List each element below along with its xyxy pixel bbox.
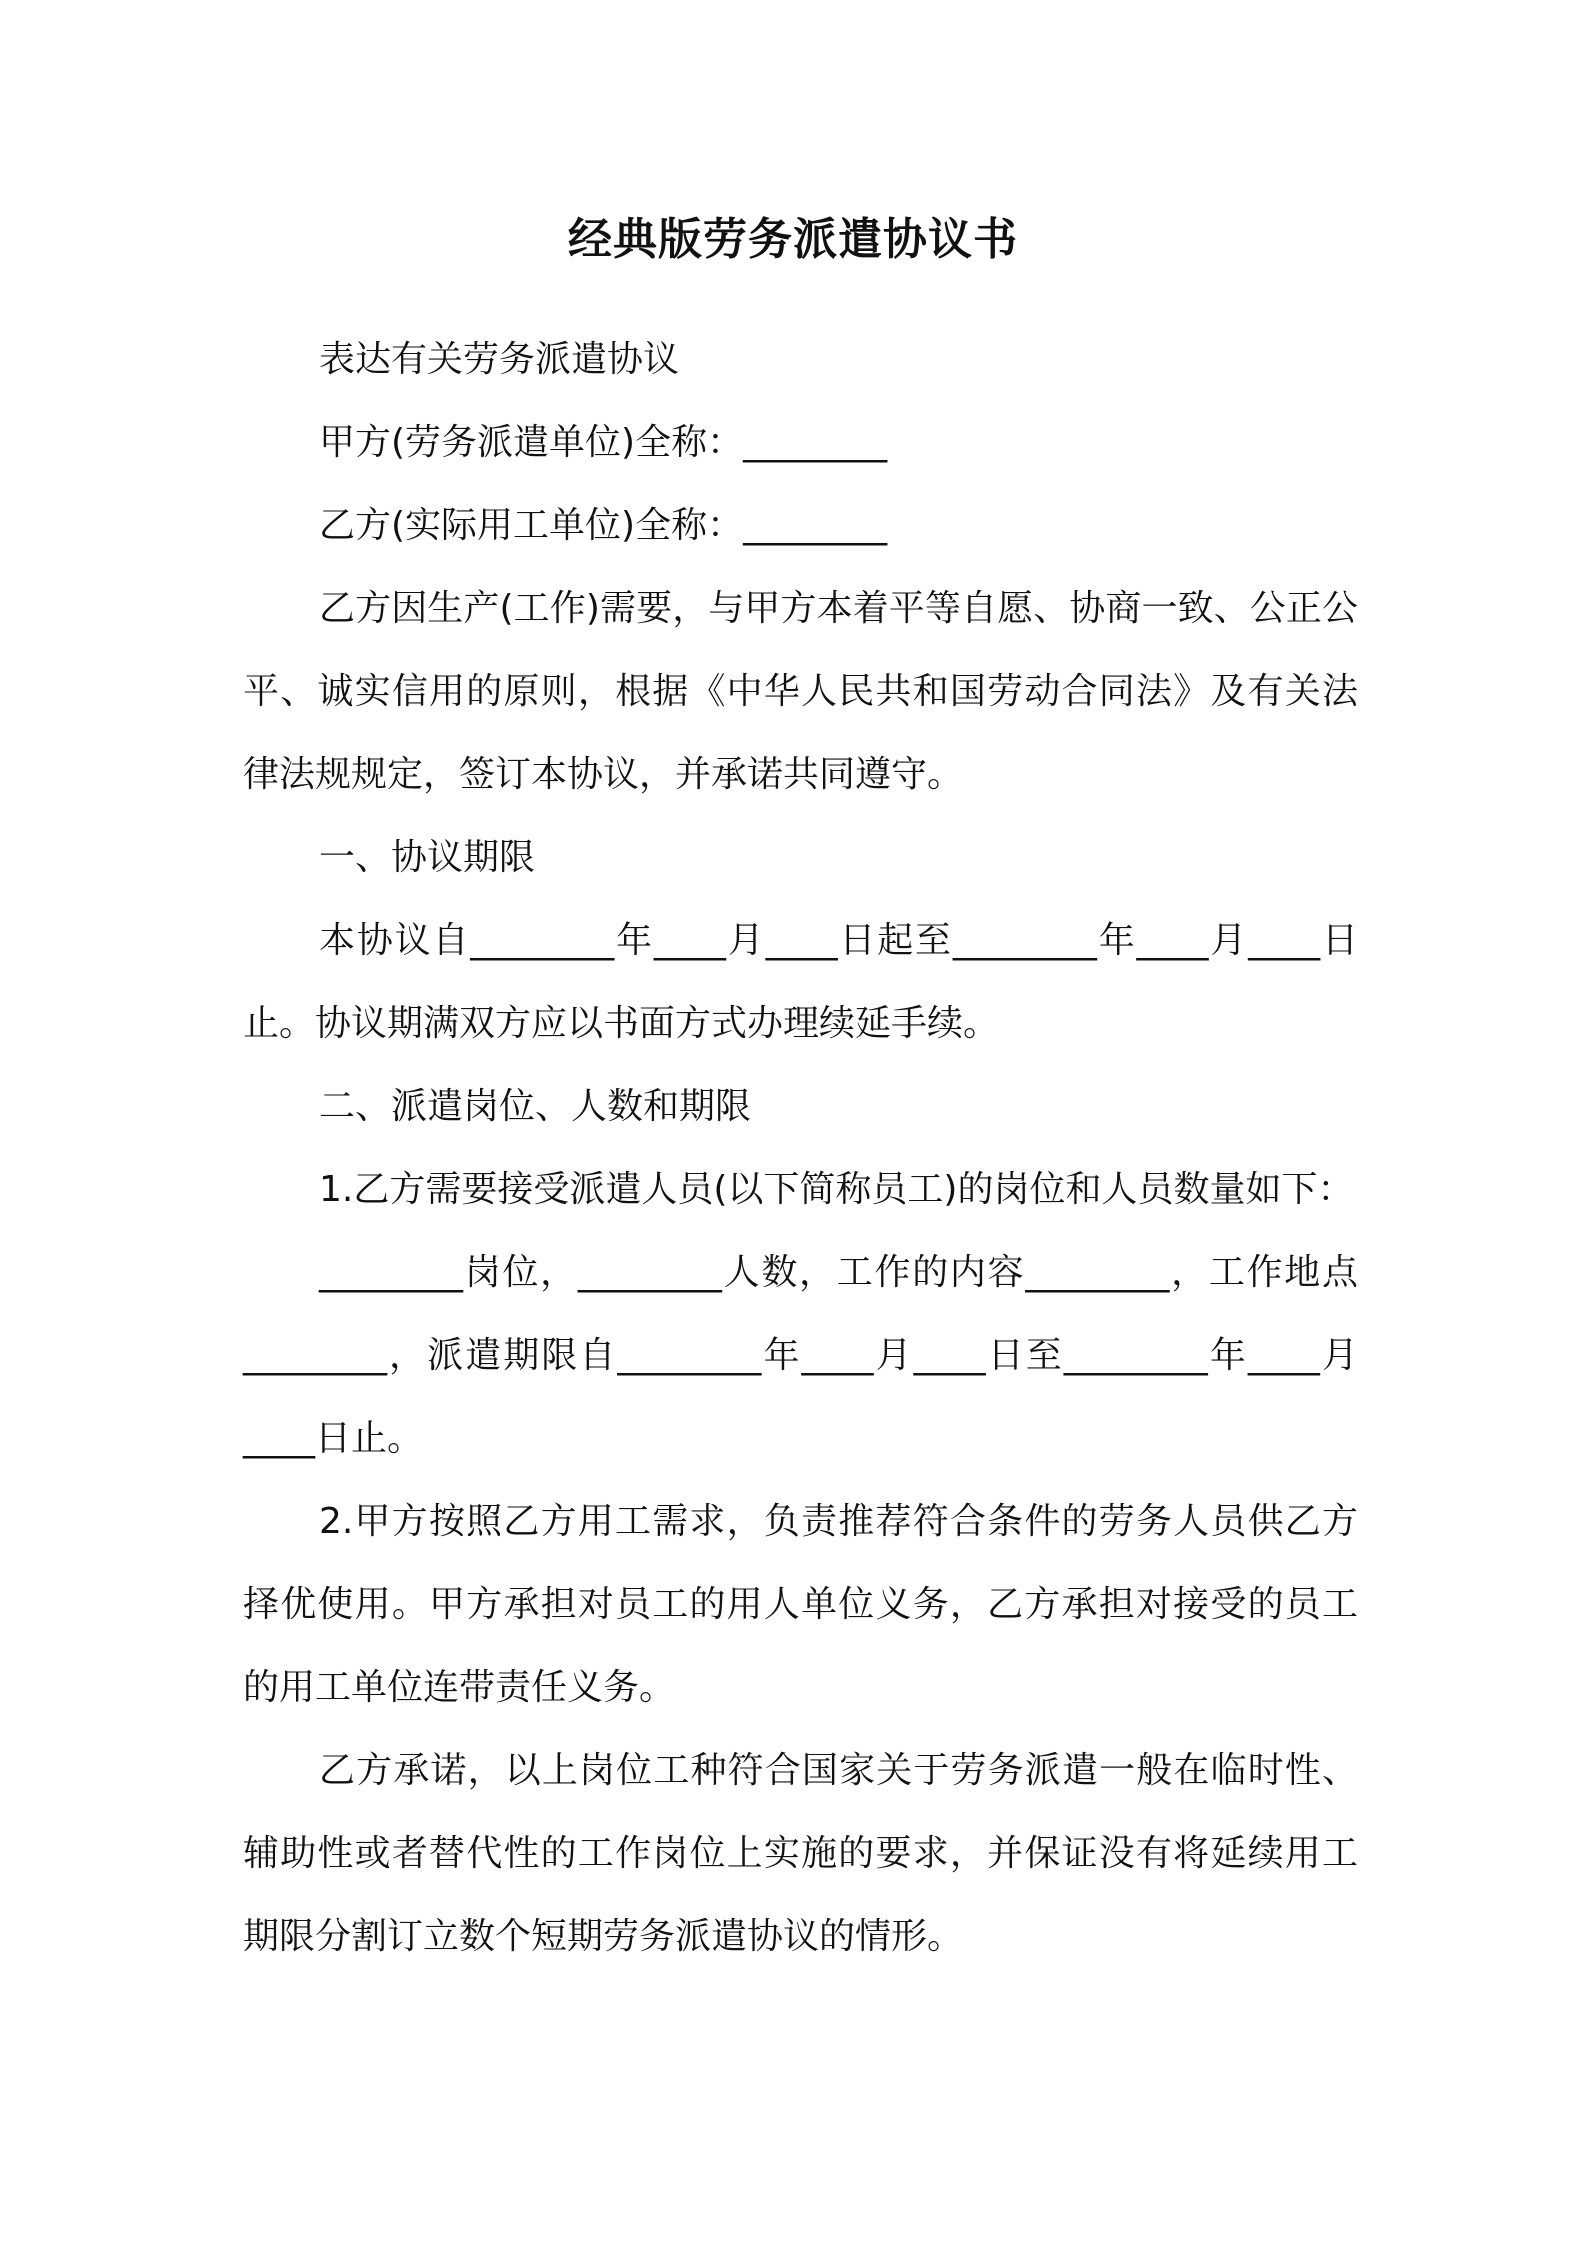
document-body: [243, 318, 1358, 1978]
section-heading-positions: 二、派遣岗位、人数和期限: [319, 1086, 752, 1127]
paragraph-positions-2: 2.甲方按照乙方用工需求，负责推荐符合条件的劳务人员供乙方择优使用。甲方承担对员工的用人单位义务，乙方承担对接受的员工的用工单位连带责任义务。: [243, 1501, 1358, 1708]
paragraph-term: 本协议自________年____月____日起至________年____月____日止。协议期满双方应以书面方式办理续延手续。: [243, 920, 1358, 1044]
paragraph-positions-fill: ________岗位，________人数，工作的内容________，工作地点________，派遣期限自________年____月____日至________年____月____日止。: [243, 1252, 1358, 1459]
paragraph-commitment: 乙方承诺，以上岗位工种符合国家关于劳务派遣一般在临时性、辅助性或者替代性的工作岗位上实施的要求，并保证没有将延续用工期限分割订立数个短期劳务派遣协议的情形。: [243, 1750, 1358, 1957]
paragraph-preamble: 乙方因生产(工作)需要，与甲方本着平等自愿、协商一致、公正公平、诚实信用的原则，根据《中华人民共和国劳动合同法》及有关法律法规规定，签订本协议，并承诺共同遵守。: [243, 588, 1358, 795]
document-title: 经典版劳务派遣协议书: [568, 214, 1018, 265]
paragraph-intro: 表达有关劳务派遣协议: [319, 339, 680, 380]
paragraph-positions-1: 1.乙方需要接受派遣人员(以下简称员工)的岗位和人员数量如下：: [319, 1169, 1354, 1210]
party-b-name-line: 乙方(实际用工单位)全称：________: [319, 505, 888, 546]
party-a-name-line: 甲方(劳务派遣单位)全称：________: [319, 422, 888, 463]
section-heading-term: 一、协议期限: [319, 837, 536, 878]
